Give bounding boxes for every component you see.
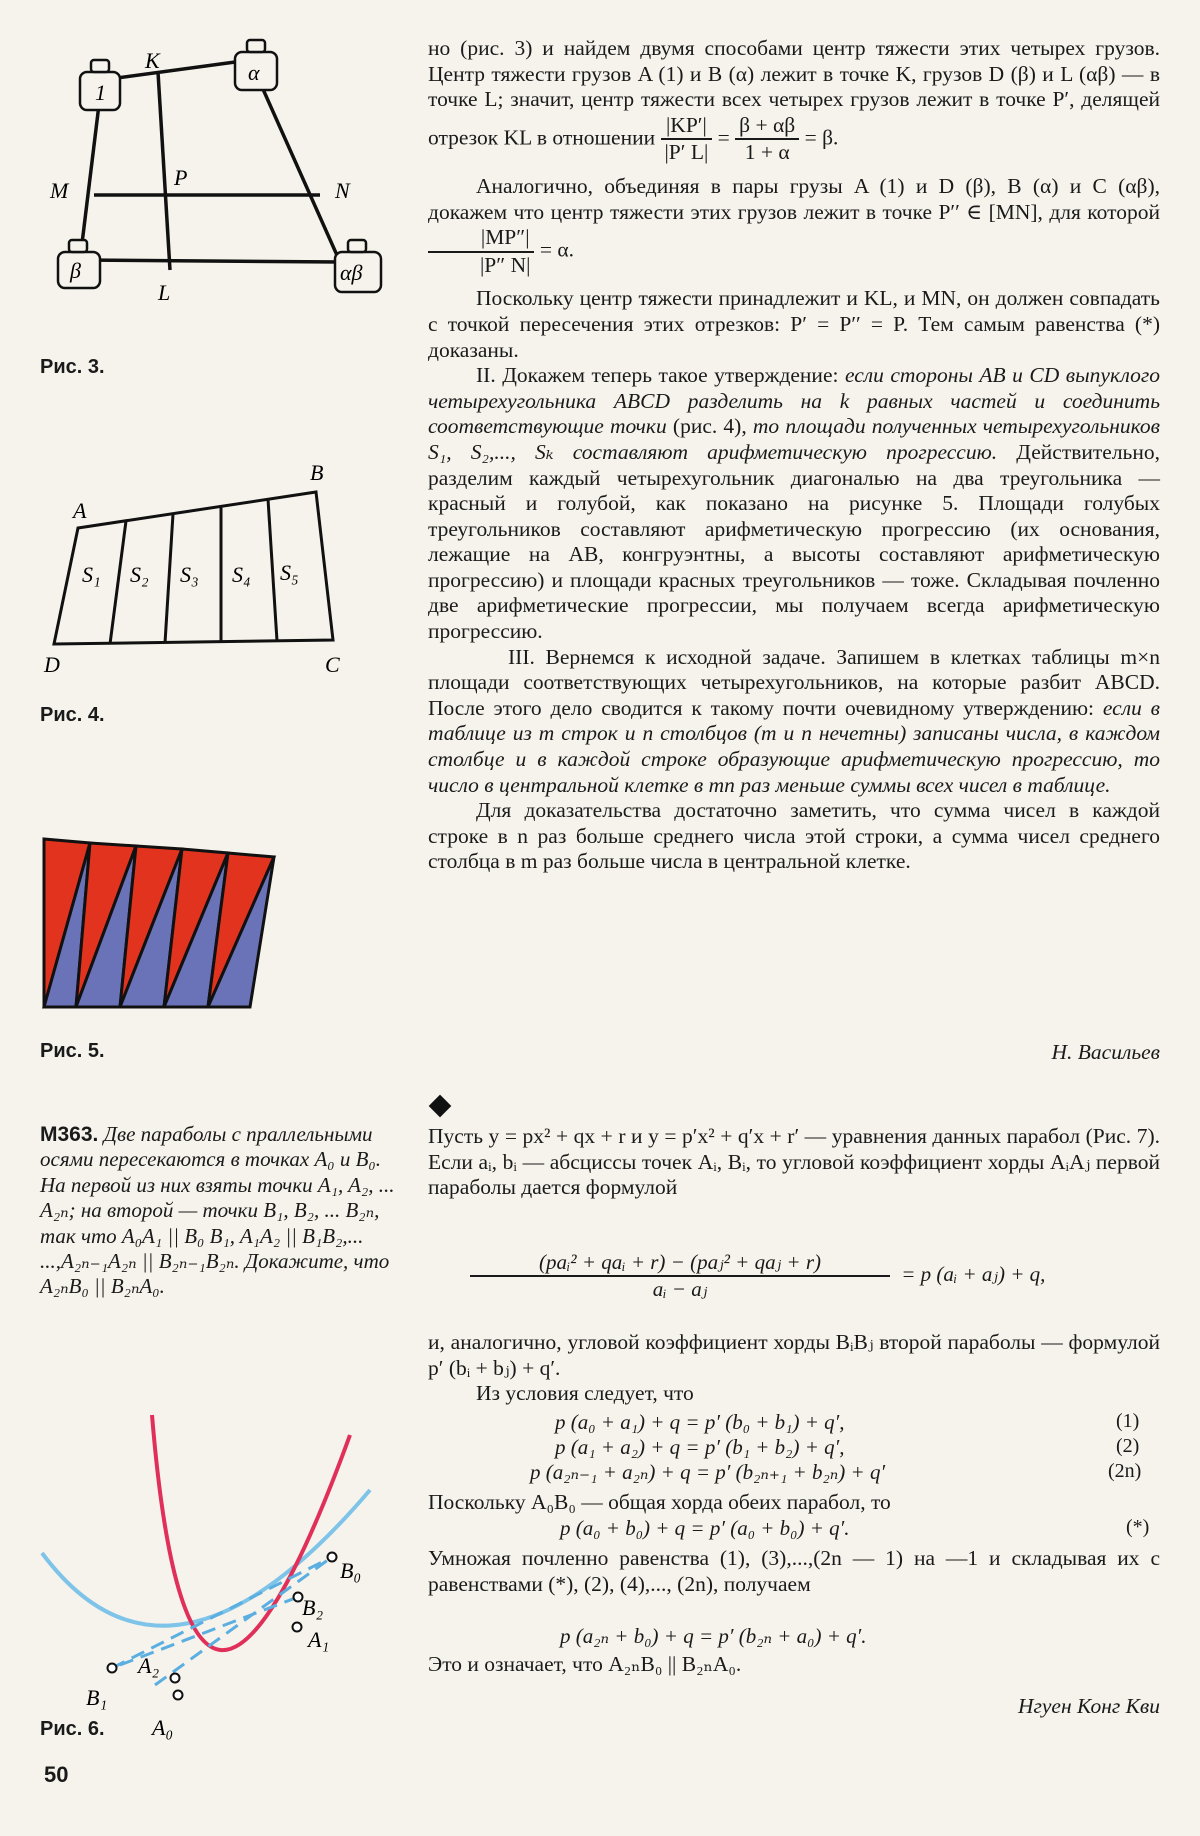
paragraph-1-text: но (рис. 3) и найдем двумя способами центр тяжести этих четырех грузов. Центр тяжести грузов A (1) и B (α) лежит в точке K, грузов D (β) и L (αβ) — в точке L; значит, центр тяжести всех четырех грузов лежит в точке P′, делящей отрезок KL в отношении	[428, 36, 1160, 150]
fig3-label-L: L	[158, 280, 171, 305]
fig3-weight-beta: β	[70, 258, 81, 283]
ratio-fraction-2: $\frac{\beta + \alpha\beta}{1 + \alpha}$	[735, 113, 799, 166]
figure-6	[40, 1415, 380, 1745]
fig4-label-s3: S₃	[180, 562, 199, 587]
paragraph-5: III. Вернемся к исходной задаче. Запишем в клетках таблицы m×n площади соответствующих четырехугольников, на которые разбит ABCD. После этого дело сводится к такому почти очевидному утверждению: если в таблице из m строк и n столбцов (m и n нечетны) записаны числа, в каждом столбце и в каждой строке образующие арифметическую прогрессию, то число в центральной клетке в mn раз меньше суммы всех чисел в таблице.	[428, 644, 1161, 797]
paragraph-1: но (рис. 3) и найдем двумя способами центр тяжести этих четырех грузов. Центр тяжести грузов A (1) и B (α) лежит в точке K, грузов D (β) и L (αβ) — в точке L; значит, центр тяжести всех четырех грузов лежит в точке P′, делящей отрезок KL в отношении $\frac{|KP'|}{|P' L|}$ = $\frac{\beta + \alpha\beta}{1 + \alpha}$ = β.	[428, 36, 1160, 165]
equation-4: p (a₀ + b₀) + q = p′ (a₀ + b₀) + q′.	[560, 1516, 850, 1540]
fig6-label-B1: B₁	[86, 1685, 108, 1710]
problem-text: Две параболы с nраллельными осями пересекаются в точках A₀ и B₀. На первой из них взяты точки A₁, A₂, ... A₂ₙ; на второй — точки B₁, B₂, ... B₂ₙ, так что A₀A₁ || B₀ B₁, A₁A₂ || B₁B₂,... ...,A₂ₙ₋₁A₂ₙ || B₂ₙ₋₁B₂ₙ. Докажите, что A₂ₙB₀ || B₂ₙA₀.	[40, 1122, 395, 1299]
fig3-label-N: N	[335, 178, 350, 203]
fig3-weight-1: 1	[95, 80, 106, 105]
paragraph-4: II. Докажем теперь такое утверждение: если стороны AB и CD выпуклого четырехугольника ABCD разделить на k равных частей и соединить соответствующие точки (рис. 4), то площади полученных четырехугольников S₁, S₂,..., Sₖ составляют арифметическую прогрессию. Действительно, разделим каждый четырехугольник диагональю на два треугольника — красный и голубой, как показано на рисунке 5. Площади голубых треугольников составляют арифметическую прогрессию (их основания, лежащие на AB, конгруэнтны, а высоты составляют арифметическую прогрессию) и площади красных треугольников — тоже. Складывая почленно две арифметические прогрессии, мы получаем всегда арифметическую прогрессию.	[428, 363, 1160, 644]
equation-2: p (a₁ + a₂) + q = p′ (b₁ + b₂) + q′,	[555, 1435, 845, 1459]
fig3-label-M: M	[50, 178, 69, 203]
fig6-label-B0: B₀	[340, 1558, 362, 1583]
fig4-label-B: B	[310, 460, 324, 485]
fig4-label-s1: S₁	[82, 562, 101, 587]
fig4-label-s4: S₄	[232, 562, 251, 587]
equation-3-number: (2n)	[1108, 1460, 1142, 1482]
page-number: 50	[44, 1762, 69, 1787]
equation-4-number: (*)	[1126, 1516, 1150, 1538]
solution-paragraph-4: Поскольку A₀B₀ — общая хорда обеих парабол, то	[428, 1490, 891, 1514]
fig4-label-A: A	[73, 498, 87, 523]
equation-2-number: (2)	[1116, 1435, 1140, 1457]
solution-paragraph-3: Из условия следует, что	[476, 1381, 694, 1406]
paragraph-6: Для доказательства достаточно заметить, что сумма чисел в каждой строке в n раз больше среднего числа этой строки, а сумма чисел среднего столбца в m раз больше числа в центральной клетке.	[428, 798, 1160, 874]
equation-1-number: (1)	[1116, 1410, 1140, 1432]
fig3-label-K: K	[145, 48, 160, 73]
solution-fraction: $\frac{\text{(paᵢ² + qaᵢ + r) − (paⱼ² + qaⱼ + r)}}{\text{aᵢ − aⱼ}}$ = p (aᵢ + aⱼ) + q,	[470, 1250, 1160, 1302]
signature-nguyen: Нгуен Конг Кви	[1017, 1694, 1160, 1718]
fig4-label-s2: S₂	[130, 562, 149, 587]
figure-3	[40, 30, 380, 350]
fig6-label-A2: A₂	[138, 1653, 160, 1678]
ratio-fraction-3: $\frac{|MP''|}{|P'' N|}$	[428, 225, 534, 278]
section-diamond-icon	[429, 1095, 452, 1118]
fig4-label-D: D	[44, 652, 60, 677]
fig4-label-s5: S₅	[280, 560, 299, 585]
fig4-label-C: C	[325, 652, 340, 677]
equation-5: p (a₂ₙ + b₀) + q = p′ (b₂ₙ + a₀) + q′.	[560, 1624, 867, 1648]
figure-6-caption: Рис. 6.	[40, 1718, 105, 1740]
ratio-fraction: $\frac{|KP'|}{|P' L|}$	[661, 113, 713, 166]
paragraph-3: Поскольку центр тяжести принадлежит и KL, и MN, он должен совпадать с точкой пересечения этих отрезков: P′ = P′′ = P. Тем самым равенства (*) доказаны.	[428, 286, 1160, 362]
figure-4-caption: Рис. 4.	[40, 704, 105, 726]
fig6-label-A1: A₁	[308, 1627, 330, 1652]
figure-5-caption: Рис. 5.	[40, 1040, 105, 1062]
solution-paragraph-6: Это и означает, что A₂ₙB₀ || B₂ₙA₀.	[428, 1652, 742, 1676]
figure-5	[40, 835, 340, 1015]
signature-vasiliev: Н. Васильев	[1051, 1040, 1160, 1064]
fig6-label-B2: B₂	[302, 1595, 324, 1620]
paragraph-2: Аналогично, объединяя в пары грузы A (1) и D (β), B (α) и C (αβ), докажем что центр тяжести этих грузов лежит в точке P′′ ∈ [MN], для которой $\frac{|MP''|}{|P'' N|}$ = α.	[428, 173, 1160, 277]
fig3-weight-alpha: α	[248, 60, 260, 85]
problem-m363	[40, 1122, 400, 1300]
equation-3: p (a₂ₙ₋₁ + a₂ₙ) + q = p′ (b₂ₙ₊₁ + b₂ₙ) + q′	[530, 1460, 886, 1484]
solution-paragraph-1: Пусть y = px² + qx + r и y = p′x² + q′x + r′ — уравнения данных парабол (Рис. 7). Если aᵢ, bᵢ — абсциссы точек Aᵢ, Bᵢ, то угловой коэффициент хорды AᵢAⱼ первой параболы дается формулой	[428, 1124, 1160, 1200]
solution-paragraph-5: Умножая почленно равенства (1), (3),...,(2n — 1) на —1 и складывая их с равенствами (*), (2), (4),..., (2n), получаем	[428, 1546, 1160, 1596]
solution-paragraph-2: и, аналогично, угловой коэффициент хорды BᵢBⱼ второй параболы — формулой p′ (bᵢ + bⱼ) + q′.	[428, 1330, 1160, 1380]
fig3-weight-alphabeta: αβ	[340, 260, 363, 285]
fig6-label-A0: A₀	[152, 1715, 174, 1740]
figure-4	[40, 460, 380, 680]
fig3-label-P: P	[174, 165, 188, 190]
problem-number: М363.	[40, 1123, 99, 1146]
figure-3-caption: Рис. 3.	[40, 356, 105, 378]
equation-1: p (a₀ + a₁) + q = p′ (b₀ + b₁) + q′,	[555, 1410, 845, 1434]
